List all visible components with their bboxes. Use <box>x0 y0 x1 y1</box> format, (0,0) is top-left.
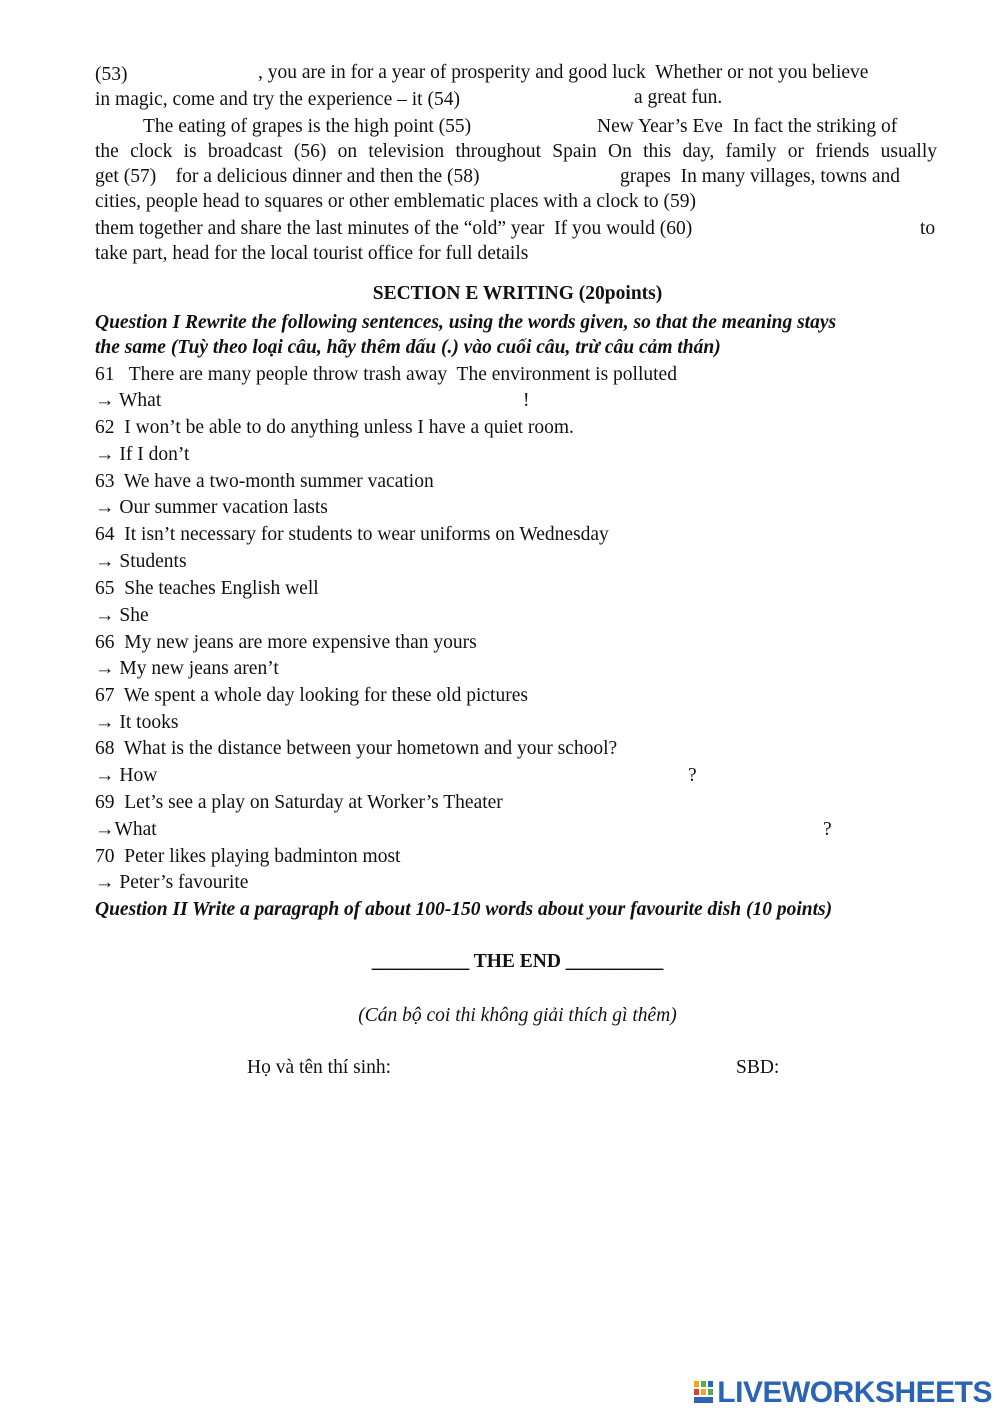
item-64-prompt: 64 It isn’t necessary for students to wear uniforms on Wednesday <box>95 524 609 545</box>
item-69-end-mark: ? <box>823 819 832 840</box>
passage-line-3a: The eating of grapes is the high point (55) <box>143 116 472 137</box>
item-69-prompt: 69 Let’s see a play on Saturday at Worker’s Theater <box>95 792 503 813</box>
passage-line-7a: them together and share the last minutes of the “old” year If you would (60) <box>95 218 693 239</box>
item-61-answer: → What <box>95 390 162 411</box>
item-61-end-mark: ! <box>523 390 530 411</box>
passage-line-1a: (53) <box>95 64 128 85</box>
question-1-heading-line-2: the same (Tuỳ theo loại câu, hãy thêm dấu (.) vào cuối câu, trừ câu cảm thán) <box>95 337 721 358</box>
item-67-answer: → It tooks <box>95 712 179 733</box>
passage-line-2a: in magic, come and try the experience – it (54) <box>95 89 460 110</box>
item-68-answer: → How <box>95 765 158 786</box>
passage-line-2b: a great fun. <box>634 87 723 108</box>
item-66-prompt: 66 My new jeans are more expensive than yours <box>95 632 477 653</box>
passage-line-8: take part, head for the local tourist office for full details <box>95 243 529 264</box>
item-64-answer: → Students <box>95 551 187 572</box>
brand-text: LIVEWORKSHEETS <box>717 1376 992 1409</box>
passage-line-1b: , you are in for a year of prosperity and good luck Whether or not you believe <box>258 62 869 83</box>
item-69-answer: →What <box>95 819 157 840</box>
item-62-prompt: 62 I won’t be able to do anything unless I have a quiet room. <box>95 417 574 438</box>
item-70-prompt: 70 Peter likes playing badminton most <box>95 846 401 867</box>
proctor-note: (Cán bộ coi thi không giải thích gì thêm) <box>358 1005 677 1026</box>
item-63-prompt: 63 We have a two-month summer vacation <box>95 471 434 492</box>
liveworksheets-logo <box>693 1376 992 1410</box>
item-62-answer: → If I don’t <box>95 444 190 465</box>
section-title: SECTION E WRITING (20points) <box>372 283 663 304</box>
item-70-answer: → Peter’s favourite <box>95 872 249 893</box>
passage-line-7b: to <box>920 218 936 239</box>
item-65-prompt: 65 She teaches English well <box>95 578 319 599</box>
sbd-label: SBD: <box>736 1057 780 1078</box>
item-66-answer: → My new jeans aren’t <box>95 658 279 679</box>
question-1-heading-line-1: Question I Rewrite the following sentences, using the words given, so that the meaning stays <box>95 312 837 333</box>
item-61-prompt: 61 There are many people throw trash away The environment is polluted <box>95 364 677 385</box>
item-65-answer: → She <box>95 605 149 626</box>
question-2-heading: Question II Write a paragraph of about 100-150 words about your favourite dish (10 points) <box>95 899 833 920</box>
passage-line-5b: grapes In many villages, towns and <box>620 166 900 187</box>
candidate-name-label: Họ và tên thí sinh: <box>247 1057 392 1078</box>
passage-line-3b: New Year’s Eve In fact the striking of <box>597 116 898 137</box>
item-63-answer: → Our summer vacation lasts <box>95 497 328 518</box>
the-end-line: __________ THE END __________ <box>371 951 664 972</box>
passage-line-5a: get (57) for a delicious dinner and then the (58) <box>95 166 480 187</box>
item-68-prompt: 68 What is the distance between your hometown and your school? <box>95 738 618 759</box>
passage-line-6: cities, people head to squares or other emblematic places with a clock to (59) <box>95 191 697 212</box>
item-68-end-mark: ? <box>688 765 697 786</box>
liveworksheets-logo-icon <box>693 1379 715 1405</box>
item-67-prompt: 67 We spent a whole day looking for these old pictures <box>95 685 528 706</box>
passage-line-4: the clock is broadcast (56) on television throughout Spain On this day, family or friends usually <box>95 141 937 162</box>
